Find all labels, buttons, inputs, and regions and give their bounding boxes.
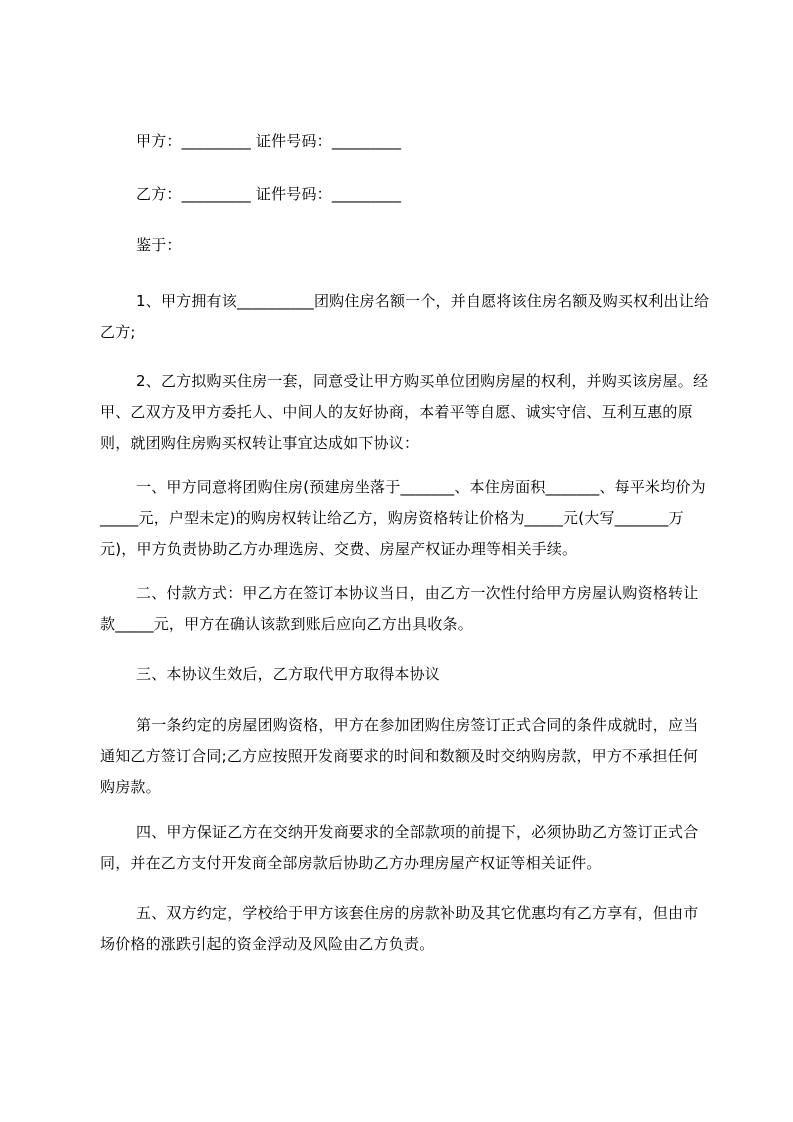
article-5: 五、双方约定，学校给于甲方该套住房的房款补助及其它优惠均有乙方享有，但由市场价格的涨跌引起的资金浮动及风险由乙方负责。 xyxy=(100,904,699,953)
article-3: 三、本协议生效后，乙方取代甲方取得本协议 xyxy=(136,665,441,683)
article-1: 一、甲方同意将团购住房(预建房坐落于_______、本住房面积_______、每平米均价为_____元，户型未定)的购房权转让给乙方，购房资格转让价格为_____元(大写_______万元)，甲方负责协助乙方办理选房、交费、房屋产权证办理等相关手续。 xyxy=(100,478,706,558)
article-3-continued: 第一条约定的房屋团购资格，甲方在参加团购住房签订正式合同的条件成就时，应当通知乙方签订合同;乙方应按照开发商要求的时间和数额及时交纳购房款，甲方不承担任何购房款。 xyxy=(100,716,699,796)
whereas-heading: 鉴于： xyxy=(136,236,182,254)
party-a-line: 甲方：_________ 证件号码：_________ xyxy=(136,132,402,150)
article-2: 二、付款方式：甲乙方在签订本协议当日，由乙方一次性付给甲方房屋认购资格转让款_____元，甲方在确认该款到账后应向乙方出具收条。 xyxy=(100,584,699,633)
party-b-line: 乙方：_________ 证件号码：_________ xyxy=(136,185,402,203)
article-4: 四、甲方保证乙方在交纳开发商要求的全部款项的前提下，必须协助乙方签订正式合同，并在乙方支付开发商全部房款后协助乙方办理房屋产权证等相关证件。 xyxy=(100,823,699,872)
clause-1: 1、甲方拥有该__________团购住房名额一个，并自愿将该住房名额及购买权利出让给乙方; xyxy=(100,292,710,341)
clause-2: 2、乙方拟购买住房一套，同意受让甲方购买单位团购房屋的权利，并购买该房屋。经甲、乙双方及甲方委托人、中间人的友好协商，本着平等自愿、诚实守信、互利互惠的原则，就团购住房购买权转让事宜达成如下协议： xyxy=(100,372,709,452)
